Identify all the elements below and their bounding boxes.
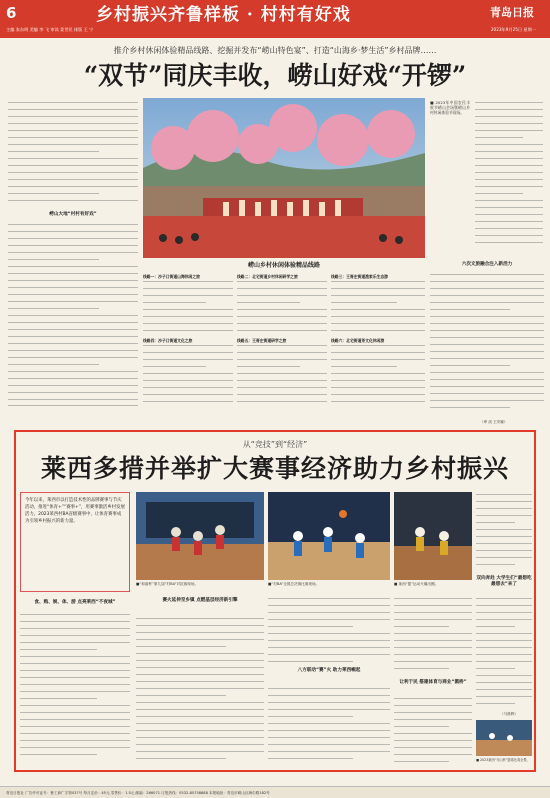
story2-photo-3 (394, 492, 472, 580)
story2-photo-4 (476, 720, 532, 756)
story1-text-col1 (8, 100, 138, 208)
story2-author: （马晨辉） (500, 712, 518, 716)
story1-text-col6 (430, 272, 544, 420)
story2-intro-box: 今年以来，莱西市以打造技术性的品牌赛事与节庆活动，推进“体育+”“赛事+”，用赛事激活乡村发展活力。2023莱西村BA省级赛事中，让体育赛事成为引领乡村振兴的新力量。 (20, 492, 130, 592)
issue-date: 2023年9月25日 星期一 (490, 27, 536, 32)
routes-col3 (331, 274, 425, 424)
route-6: 线路六：北宅街道茶文化休闲游 (331, 337, 385, 343)
story2-text-col5 (476, 596, 532, 712)
routes-col1 (143, 274, 233, 424)
story2-photo1-caption: ■“和谐杯”第九届“村BA”对抗赛现场。 (136, 582, 199, 586)
story2-sub5: 双向奔赴 大学生们“最想吃最想去”来了 (476, 576, 532, 587)
route-3: 线路三：王哥庄街道渔家乐生态游 (331, 274, 388, 279)
story2-text-col1 (20, 612, 130, 768)
story2-sub4: 让利于民 搭建体育与商业“鹊桥” (399, 680, 467, 685)
story1-text-col2 (8, 222, 138, 422)
editor-line: 主编 张东明 美编 李 飞 审读 姜世民 排版 王 宁 (6, 27, 94, 32)
routes-title: 崂山乡村休闲体验精品线路 (247, 262, 320, 269)
story2-photo2-caption: ■“村BA”全国总决赛比赛现场。 (268, 582, 320, 586)
page-footer: 青岛日报社 广告许可证号：鲁工商广字第037号 每月定价：45元 零售价：1.5元 邮编：266071 订报热线：0532-85758888 本报地址：青岛市崂山区海尔路182号 (0, 786, 550, 798)
route-5: 线路五：王哥庄街道研学之旅 (237, 337, 287, 343)
story2-text-col3 (268, 596, 390, 666)
story2-headline: 莱西多措并举扩大赛事经济助力乡村振兴 (40, 454, 509, 483)
route-2: 线路二：北宅街道乡村休闲研学之旅 (237, 274, 298, 279)
story2-photo3-caption: ■ 莱西“篮”运动火爆出圈。 (394, 582, 439, 586)
story2-text-col4b (394, 696, 472, 768)
story1-main-photo-caption: ■ 2023年中国农民丰收节崂山会场暨崂山乡村休闲体验节现场。 (430, 100, 470, 116)
story2-text-col3b (268, 686, 390, 768)
story1-author: （牟 淡 王安娜） (480, 420, 508, 424)
story1-text-col5 (475, 100, 543, 260)
story1-main-photo (143, 98, 425, 258)
story2-photo-1 (136, 492, 264, 580)
story2-photo4-caption: ■ 2023莱西“马山杯”篮球比赛全景。 (476, 758, 530, 762)
story1-headline: “双节”同庆丰收，崂山好戏“开锣” (83, 61, 467, 90)
story2-photo-2 (268, 492, 390, 580)
story1-caption-column (430, 100, 470, 260)
story2-text-col2 (136, 616, 264, 768)
story1-subhead-right: 六次文旅融合注入新活力 (461, 262, 513, 267)
newspaper-logo: 青岛日报 (490, 6, 534, 19)
route-1: 线路一：沙子口街道山海休闲之旅 (143, 274, 200, 279)
story2-sub2: 赛火延伸至乡镇 点燃基层经济新引擎 (162, 598, 238, 603)
page-number: 6 (6, 4, 17, 22)
story2-sub3: 八方联动“赛”火 助力莱西崛起 (297, 668, 361, 673)
story2-kicker: 从“竞技”到“经济” (242, 440, 308, 449)
story2-text-col-right-top (476, 492, 532, 572)
story1-kicker: 推介乡村休闲体验精品线路、挖掘并发布“崂山特色宴”、打造“山海乡·梦生活”乡村品牌…… (113, 46, 437, 55)
section-title: 乡村振兴齐鲁样板 · 村村有好戏 (96, 5, 351, 25)
masthead (0, 0, 550, 38)
routes-col2 (237, 274, 327, 424)
route-4: 线路四：沙子口街道文化之旅 (143, 337, 193, 343)
story2-sub1: 食、购、娱、体、游 点亮莱西“不夜城” (34, 600, 116, 605)
story2-text-col4 (394, 596, 472, 676)
story1-subhead-left: 崂山大地“村村有好戏” (49, 212, 97, 217)
